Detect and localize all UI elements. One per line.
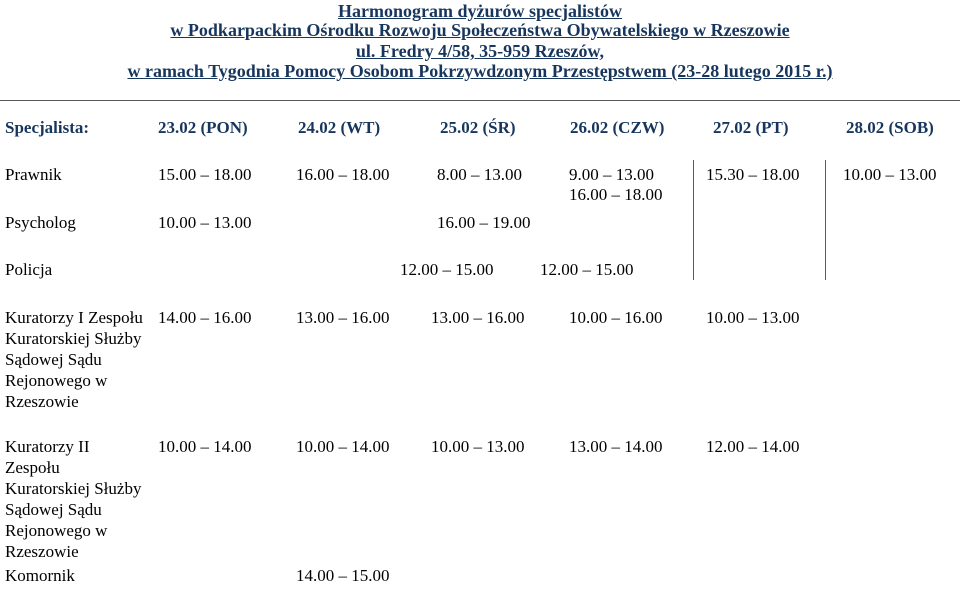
doc-title-line-3: ul. Fredry 4/58, 35-959 Rzeszów,: [355, 41, 605, 61]
col-header-mon: 23.02 (PON): [158, 118, 248, 137]
col-header-specialist: Specjalista:: [5, 118, 90, 137]
row-kuratorzy-1-name: Kuratorzy I Zespołu Kuratorskiej Służby Sądowej Sądu Rejonowego w Rzeszowie: [5, 308, 143, 411]
col-header-fri: 27.02 (PT): [713, 118, 789, 137]
column-divider-fri-sat: [825, 160, 826, 280]
row-kuratorzy-2-thu: 13.00 – 14.00: [569, 437, 663, 456]
col-header-sat: 28.02 (SOB): [846, 118, 934, 137]
row-kuratorzy-2-mon: 10.00 – 14.00: [158, 437, 252, 456]
row-prawnik-mon: 15.00 – 18.00: [158, 165, 252, 184]
row-kuratorzy-1-wed: 13.00 – 16.00: [431, 308, 525, 327]
row-prawnik-fri: 15.30 – 18.00: [706, 165, 800, 184]
row-komornik-name: Komornik: [5, 566, 75, 585]
row-kuratorzy-2-tue: 10.00 – 14.00: [296, 437, 390, 456]
row-kuratorzy-2-name: Kuratorzy II Zespołu Kuratorskiej Służby Sądowej Sądu Rejonowego w Rzeszowie: [5, 437, 142, 561]
row-komornik-tue: 14.00 – 15.00: [296, 566, 390, 585]
row-prawnik-tue: 16.00 – 18.00: [296, 165, 390, 184]
doc-title-line-4: w ramach Tygodnia Pomocy Osobom Pokrzywdzonym Przestępstwem (23-28 lutego 2015 r.): [127, 61, 833, 81]
row-psycholog-mon: 10.00 – 13.00: [158, 213, 252, 232]
row-kuratorzy-1-mon: 14.00 – 16.00: [158, 308, 252, 327]
column-divider-thu-fri: [693, 160, 694, 280]
row-kuratorzy-1-tue: 13.00 – 16.00: [296, 308, 390, 327]
row-policja-name: Policja: [5, 260, 53, 279]
doc-title-line-2: w Podkarpackim Ośrodku Rozwoju Społeczeństwa Obywatelskiego w Rzeszowie: [170, 20, 790, 40]
row-policja-thu: 12.00 – 15.00: [540, 260, 634, 279]
col-header-wed: 25.02 (ŚR): [440, 118, 516, 137]
doc-title-line-1: Harmonogram dyżurów specjalistów: [338, 1, 622, 21]
row-prawnik-wed: 8.00 – 13.00: [437, 165, 522, 184]
row-kuratorzy-2-wed: 10.00 – 13.00: [431, 437, 525, 456]
row-prawnik-thu-1: 9.00 – 13.00: [569, 165, 654, 184]
col-header-tue: 24.02 (WT): [298, 118, 381, 137]
row-prawnik-sat: 10.00 – 13.00: [843, 165, 937, 184]
row-psycholog-wed: 16.00 – 19.00: [437, 213, 531, 232]
row-kuratorzy-1-fri: 10.00 – 13.00: [706, 308, 800, 327]
row-psycholog-name: Psycholog: [5, 213, 76, 232]
row-kuratorzy-1-thu: 10.00 – 16.00: [569, 308, 663, 327]
col-header-thu: 26.02 (CZW): [570, 118, 665, 137]
row-kuratorzy-2-fri: 12.00 – 14.00: [706, 437, 800, 456]
row-prawnik-name: Prawnik: [5, 165, 62, 184]
header-divider: [0, 100, 960, 101]
row-prawnik-thu-2: 16.00 – 18.00: [569, 185, 663, 204]
row-policja-wed: 12.00 – 15.00: [400, 260, 494, 279]
